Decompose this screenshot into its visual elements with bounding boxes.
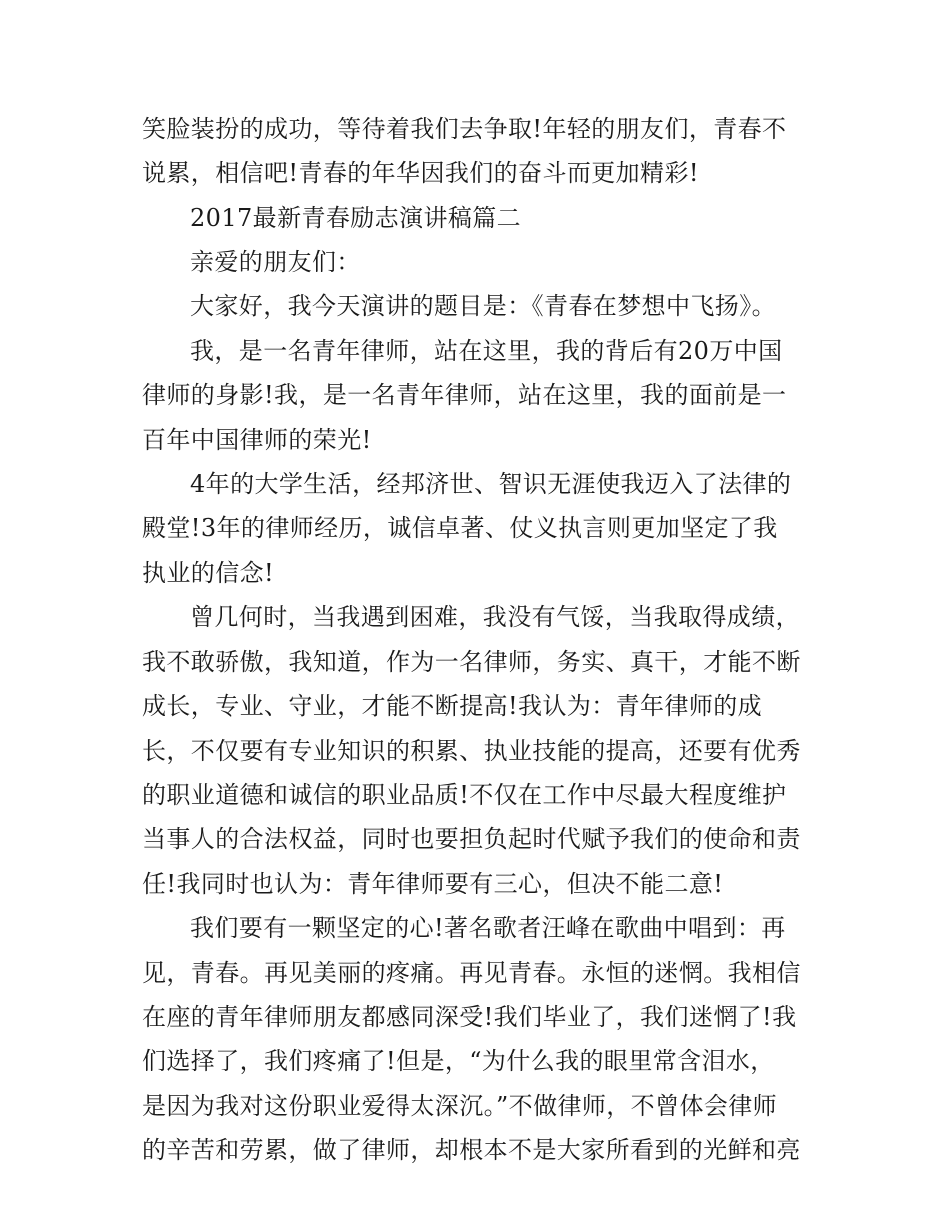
text-line: 长，不仅要有专业知识的积累、执业技能的提高，还要有优秀 xyxy=(142,737,801,765)
text-line: 律师的身影!我，是一名青年律师，站在这里，我的面前是一 xyxy=(142,381,787,409)
text-line: 们选择了，我们疼痛了!但是，“为什么我的眼里常含泪水， xyxy=(142,1047,775,1075)
text-line: 当事人的合法权益，同时也要担负起时代赋予我们的使命和责 xyxy=(142,825,801,853)
text-line: 我不敢骄傲，我知道，作为一名律师，务实、真干，才能不断 xyxy=(142,648,801,676)
text-line: 见，青春。再见美丽的疼痛。再见青春。永恒的迷惘。我相信 xyxy=(142,959,801,987)
text-line: 任!我同时也认为：青年律师要有三心，但决不能二意! xyxy=(142,870,724,898)
salutation: 亲爱的朋友们： xyxy=(190,248,361,276)
text-line: 是因为我对这份职业爱得太深沉。”不做律师，不曾体会律师 xyxy=(142,1092,778,1120)
text-line: 的职业道德和诚信的职业品质!不仅在工作中尽最大程度维护 xyxy=(142,781,787,809)
text-line: 的辛苦和劳累，做了律师，却根本不是大家所看到的光鲜和亮 xyxy=(142,1136,801,1164)
text-line: 曾几何时，当我遇到困难，我没有气馁，当我取得成绩， xyxy=(190,603,800,631)
text-line: 成长，专业、守业，才能不断提高!我认为：青年律师的成 xyxy=(142,692,763,720)
text-line: 大家好，我今天演讲的题目是：《青春在梦想中飞扬》。 xyxy=(190,292,776,320)
text-line: 4年的大学生活，经邦济世、智识无涯使我迈入了法律的 xyxy=(190,470,792,498)
text-line: 说累，相信吧!青春的年华因我们的奋斗而更加精彩! xyxy=(142,159,699,187)
text-line: 我们要有一颗坚定的心!著名歌者汪峰在歌曲中唱到：再 xyxy=(190,914,786,942)
text-line: 百年中国律师的荣光! xyxy=(142,426,372,454)
section-heading: 2017最新青春励志演讲稿篇二 xyxy=(190,204,522,232)
text-line: 笑脸装扮的成功，等待着我们去争取!年轻的朋友们，青春不 xyxy=(142,115,787,143)
text-line: 执业的信念! xyxy=(142,559,275,587)
text-line: 在座的青年律师朋友都感同深受!我们毕业了，我们迷惘了!我 xyxy=(142,1003,797,1031)
text-line: 殿堂!3年的律师经历，诚信卓著、仗义执言则更加坚定了我 xyxy=(142,514,778,542)
text-line: 我，是一名青年律师，站在这里，我的背后有20万中国 xyxy=(190,337,783,365)
